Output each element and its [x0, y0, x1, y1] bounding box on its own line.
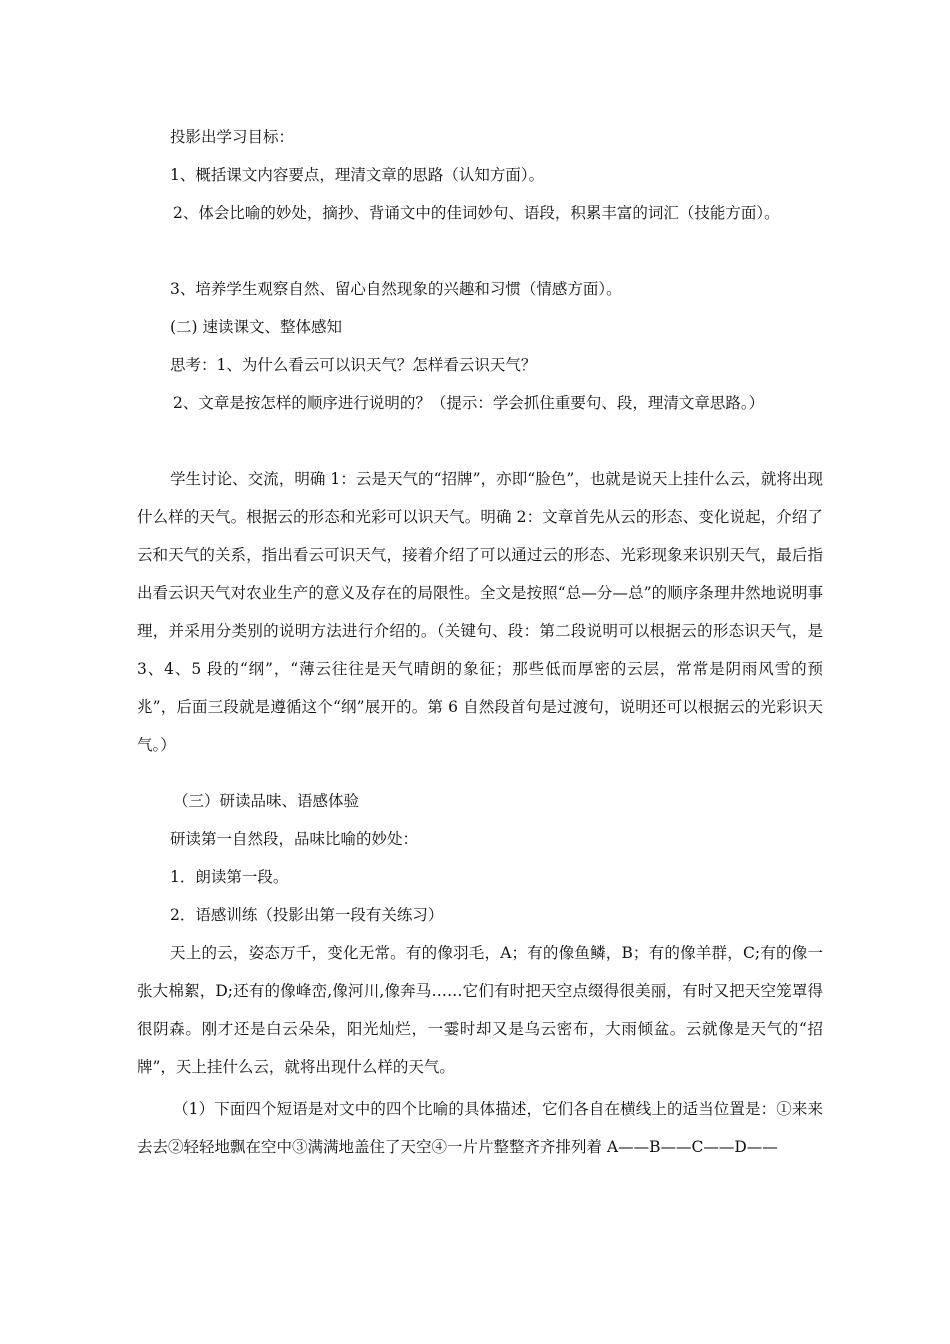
paragraph-exercise-1: （1）下面四个短语是对文中的四个比喻的具体描述，它们各自在横线上的适当位置是：①来来去去②轻轻地飘在空中③满满地盖住了天空④一片片整整齐齐排列着 A——B——C——D—— [137, 1100, 823, 1156]
paragraph-think-1: 思考：1、为什么看云可以识天气？怎样看云识天气？ [170, 356, 537, 374]
paragraph-objective-1: 1、概括课文内容要点，理清文章的思路（认知方面）。 [170, 166, 545, 184]
paragraph-step-1: 1．朗读第一段。 [170, 868, 289, 886]
paragraph-heading-objectives: 投影出学习目标： [170, 128, 295, 146]
section-heading-2: (二) 速读课文、整体感知 [170, 318, 343, 336]
paragraph-objective-2: 2、体会比喻的妙处，摘抄、背诵文中的佳词妙句、语段，积累丰富的词汇（技能方面）。 [173, 204, 780, 222]
paragraph-passage: 天上的云，姿态万千，变化无常。有的像羽毛，A；有的像鱼鳞，B；有的像羊群，C;有的像一张大棉絮，D;还有的像峰峦,像河川,像奔马……它们有时把天空点缀得很美丽，有时又把天空笼罩得很阴森。刚才还是白云朵朵，阳光灿烂，一霎时却又是乌云密布，大雨倾盆。云就像是天气的“招牌”，天上挂什么云，就将出现什么样的天气。 [137, 944, 823, 1076]
paragraph-study-intro: 研读第一自然段，品味比喻的妙处： [170, 830, 419, 848]
paragraph-discussion: 学生讨论、交流，明确 1：云是天气的“招牌”，亦即“脸色”，也就是说天上挂什么云，就将出现什么样的天气。根据云的形态和光彩可以识天气。明确 2：文章首先从云的形态、变化说起，介绍了云和天气的关系，指出看云可识天气，接着介绍了可以通过云的形态、光彩现象来识别天气，最后指出看云识天气对农业生产的意义及存在的局限性。全文是按照“总—分—总”的顺序条理井然地说明事理，并采用分类别的说明方法进行介绍的。（关键句、段：第二段说明可以根据云的形态识天气，是 3、4、5 段的“纲”，“薄云往往是天气晴朗的象征；那些低而厚密的云层，常常是阴雨风雪的预兆”，后面三段就是遵循这个“纲”展开的。第 6 自然段首句是过渡句，说明还可以根据云的光彩识天气。） [137, 470, 823, 754]
section-heading-3: （三）研读品味、语感体验 [173, 792, 360, 810]
paragraph-objective-3: 3、培养学生观察自然、留心自然现象的兴趣和习惯（情感方面）。 [170, 280, 622, 298]
paragraph-step-2: 2．语感训练（投影出第一段有关练习） [170, 906, 444, 924]
paragraph-think-2: 2、文章是按怎样的顺序进行说明的？（提示：学会抓住重要句、段，理清文章思路。） [173, 394, 765, 412]
